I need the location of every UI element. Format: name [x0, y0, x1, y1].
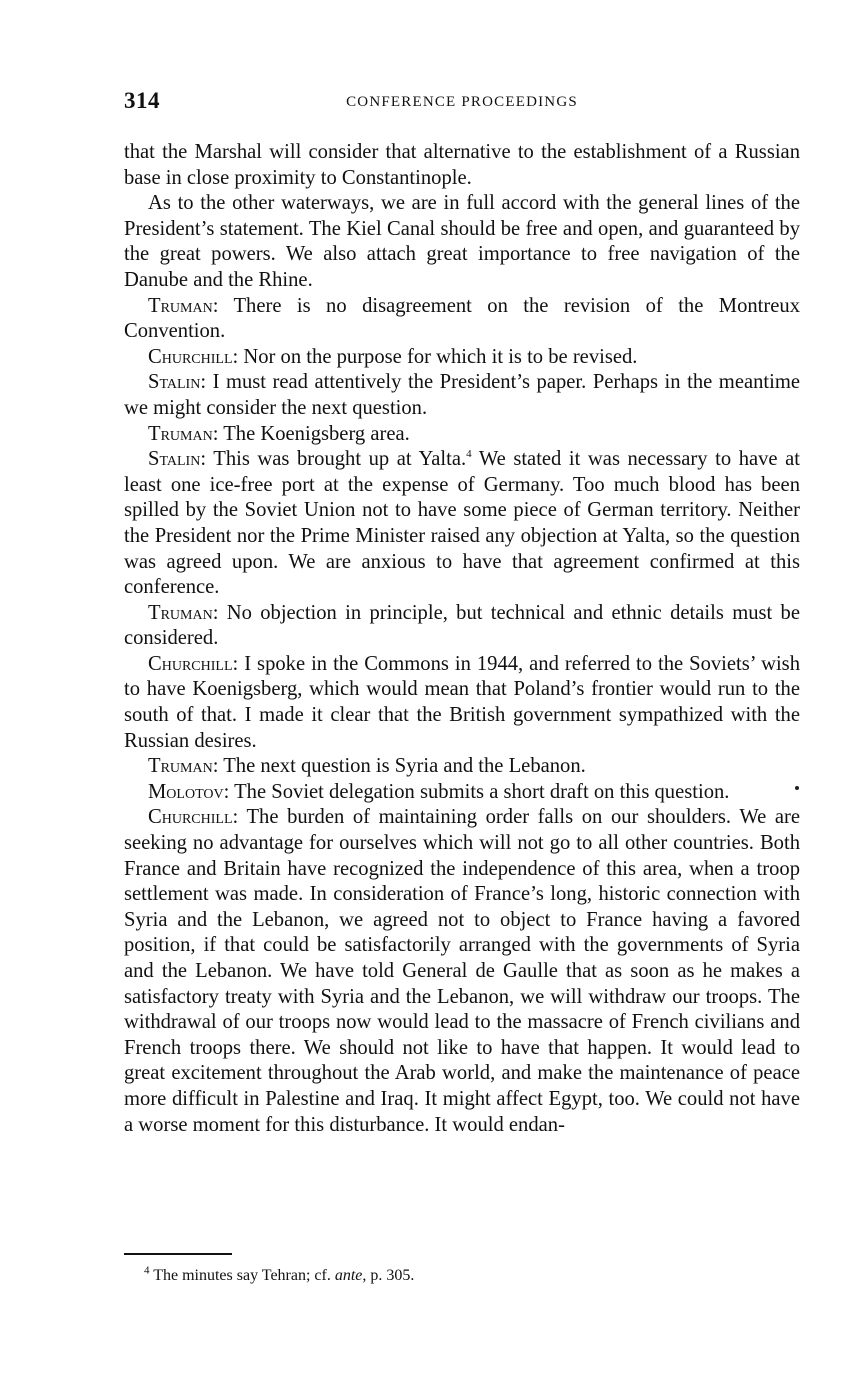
speech-paragraph — [124, 345, 800, 371]
speech-text: : The Soviet delegation submits a short draft on this question. — [223, 780, 730, 803]
speaker-name: Stalin — [148, 371, 201, 394]
speaker-name: Molotov — [148, 780, 224, 803]
paragraph — [124, 191, 800, 293]
speech-text: : Nor on the purpose for which it is to be revised. — [232, 345, 638, 368]
footnote-marker: 4 — [144, 1264, 150, 1277]
speech-text: : There is no disagreement on the revision of the Montreux Convention. — [124, 294, 800, 343]
running-head: CONFERENCE PROCEEDINGS — [346, 94, 578, 110]
paragraph-text: that the Marshal will consider that alternative to the establishment of a Russian base in close proximity to Constantinople. — [124, 141, 800, 189]
speaker-name: Churchill — [148, 652, 233, 675]
speech-text: : The next question is Syria and the Lebanon. — [212, 755, 586, 778]
speech-paragraph — [124, 601, 800, 652]
speech-text: : No objection in principle, but technical and ethnic details must be considered. — [124, 601, 800, 650]
paragraph-text: As to the other waterways, we are in full accord with the general lines of the President’s statement. The Kiel Canal should be free and open, and guaranteed by the great powers. We also attach great importance to free navigation of the Danube and the Rhine. — [124, 192, 800, 291]
footnote-ref-rest: , p. 305. — [362, 1267, 415, 1284]
speech-paragraph — [124, 780, 800, 806]
speech-text: We stated it was necessary to have at least one ice-free port at the expense of Germany. Too much blood has been spilled by the Soviet Union not to have some piece of German territory. Neither the President nor the Prime Minister raised any objection at Yalta, so the question was agreed upon. We are anxious to have that agreement confirmed at this conference. — [124, 448, 800, 599]
footnote — [144, 1265, 800, 1287]
speaker-name: Truman — [148, 755, 213, 778]
speaker-name: Churchill — [148, 806, 233, 829]
speech-paragraph — [124, 652, 800, 754]
stray-mark — [795, 786, 799, 790]
page-header — [124, 88, 800, 120]
paragraph — [124, 140, 800, 191]
page-number: 314 — [124, 88, 160, 113]
speaker-name: Truman — [148, 422, 213, 445]
speech-text: : I spoke in the Commons in 1944, and referred to the Soviets’ wish to have Koenigsberg, which would mean that Poland’s frontier would run to the south of that. I made it clear that the British government sympathized with the Russian desires. — [124, 652, 800, 752]
speaker-name: Truman — [148, 294, 213, 317]
speech-paragraph — [124, 447, 800, 601]
body-text — [124, 140, 800, 1138]
speech-paragraph — [124, 422, 800, 448]
footnote-reference[interactable]: 4 — [466, 448, 472, 461]
speech-text: : I must read attentively the President’s paper. Perhaps in the meantime we might consider the next question. — [124, 371, 800, 419]
speaker-name: Stalin — [148, 448, 201, 471]
speaker-name: Churchill — [148, 345, 233, 368]
speech-text: : This was brought up at Yalta. — [200, 448, 467, 471]
speaker-name: Truman — [148, 601, 213, 624]
speech-paragraph — [124, 294, 800, 345]
speech-paragraph — [124, 370, 800, 421]
footnote-divider — [124, 1253, 232, 1255]
footnote-ref-italic: ante — [334, 1267, 363, 1284]
speech-paragraph — [124, 754, 800, 780]
speech-text: : The burden of maintaining order falls on our shoulders. We are seeking no advantage for ourselves which will not go to all other countries. Both France and Britain have recognized the independence of this area, when a troop settlement was made. In consideration of France’s long, historic connection with Syria and the Lebanon, we agreed not to object to France having a favored position, if that could be satisfactorily arranged with the governments of Syria and the Lebanon. We have told General de Gaulle that as soon as he makes a satisfactory treaty with Syria and the Lebanon, we will withdraw our troops. The withdrawal of our troops now would lead to the massacre of French civilians and French troops there. We should not like to have that happen. It would lead to great excitement throughout the Arab world, and make the maintenance of peace more difficult in Palestine and Iraq. It might affect Egypt, too. We could not have a worse moment for this disturbance. It would endan- — [124, 806, 800, 1136]
footnote-text: The minutes say Tehran; cf. — [149, 1267, 335, 1284]
speech-text: : The Koenigsberg area. — [212, 422, 410, 445]
speech-paragraph — [124, 805, 800, 1138]
